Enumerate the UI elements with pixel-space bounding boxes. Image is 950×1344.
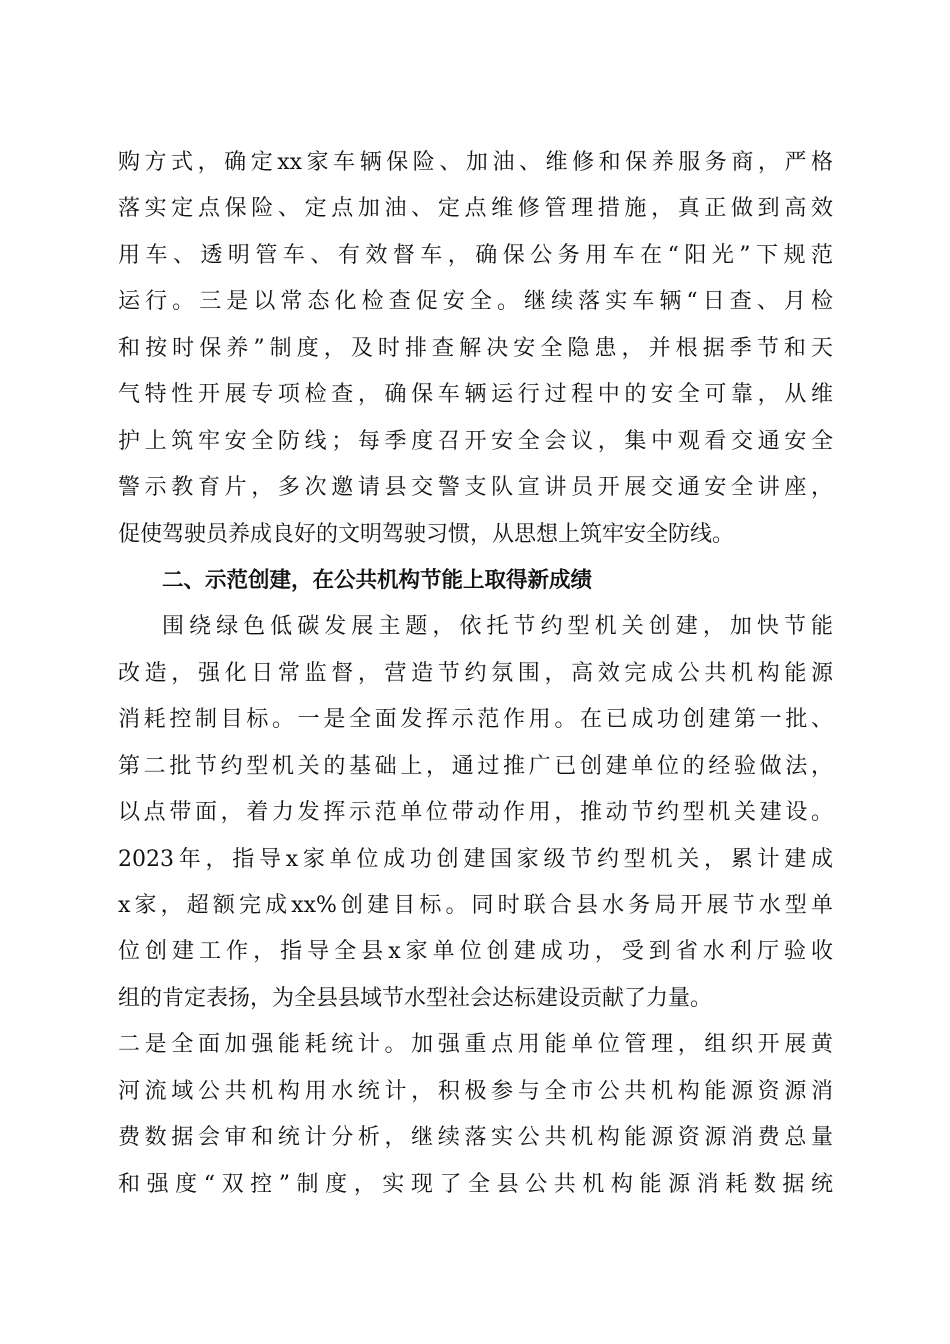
section-heading: 二、示范创建，在公共机构节能上取得新成绩 (162, 567, 593, 593)
paragraph-energy-saving (118, 604, 833, 1208)
text-line: 促使驾驶员养成良好的文明驾驶习惯，从思想上筑牢安全防线。 (118, 521, 735, 547)
text-line: 运行。三是以常态化检查促安全。继续落实车辆“日查、月检 (118, 289, 833, 315)
text-line: 和按时保养”制度，及时排查解决安全隐患，并根据季节和天 (118, 335, 833, 361)
paragraph-vehicle-management (118, 140, 833, 558)
text-line: 围绕绿色低碳发展主题，依托节约型机关创建，加快节能 (162, 614, 833, 640)
text-line: 落实定点保险、定点加油、定点维修管理措施，真正做到高效 (118, 196, 833, 222)
text-line: 2023年，指导x家单位成功创建国家级节约型机关，累计建成 (118, 846, 833, 872)
text-line: 改造，强化日常监督，营造节约氛围，高效完成公共机构能源 (118, 660, 833, 686)
text-line: 位创建工作，指导全县x家单位创建成功，受到省水利厅验收 (118, 939, 833, 965)
text-line: 用车、透明管车、有效督车，确保公务用车在“阳光”下规范 (118, 242, 833, 268)
text-line: 第二批节约型机关的基础上，通过推广已创建单位的经验做法， (118, 753, 833, 779)
text-line: 费数据会审和统计分析，继续落实公共机构能源资源消费总量 (118, 1125, 833, 1151)
text-line: 组的肯定表扬，为全县县域节水型社会达标建设贡献了力量。 (118, 985, 713, 1011)
text-line: 河流域公共机构用水统计，积极参与全市公共机构能源资源消 (118, 1078, 833, 1104)
text-line: 气特性开展专项检查，确保车辆运行过程中的安全可靠，从维 (118, 382, 833, 408)
text-line: 护上筑牢安全防线；每季度召开安全会议，集中观看交通安全 (118, 428, 833, 454)
text-line: 二是全面加强能耗统计。加强重点用能单位管理，组织开展黄 (118, 1032, 833, 1058)
text-line: 消耗控制目标。一是全面发挥示范作用。在已成功创建第一批、 (118, 707, 833, 733)
text-line: 警示教育片，多次邀请县交警支队宣讲员开展交通安全讲座， (118, 475, 833, 501)
document-body (118, 140, 833, 1208)
text-line: 购方式，确定xx家车辆保险、加油、维修和保养服务商，严格 (118, 150, 833, 175)
text-line: x家，超额完成xx%创建目标。同时联合县水务局开展节水型单 (118, 893, 833, 918)
text-line: 和强度“双控”制度，实现了全县公共机构能源消耗数据统 (118, 1171, 833, 1197)
text-line: 以点带面，着力发挥示范单位带动作用，推动节约型机关建设。 (118, 800, 833, 826)
